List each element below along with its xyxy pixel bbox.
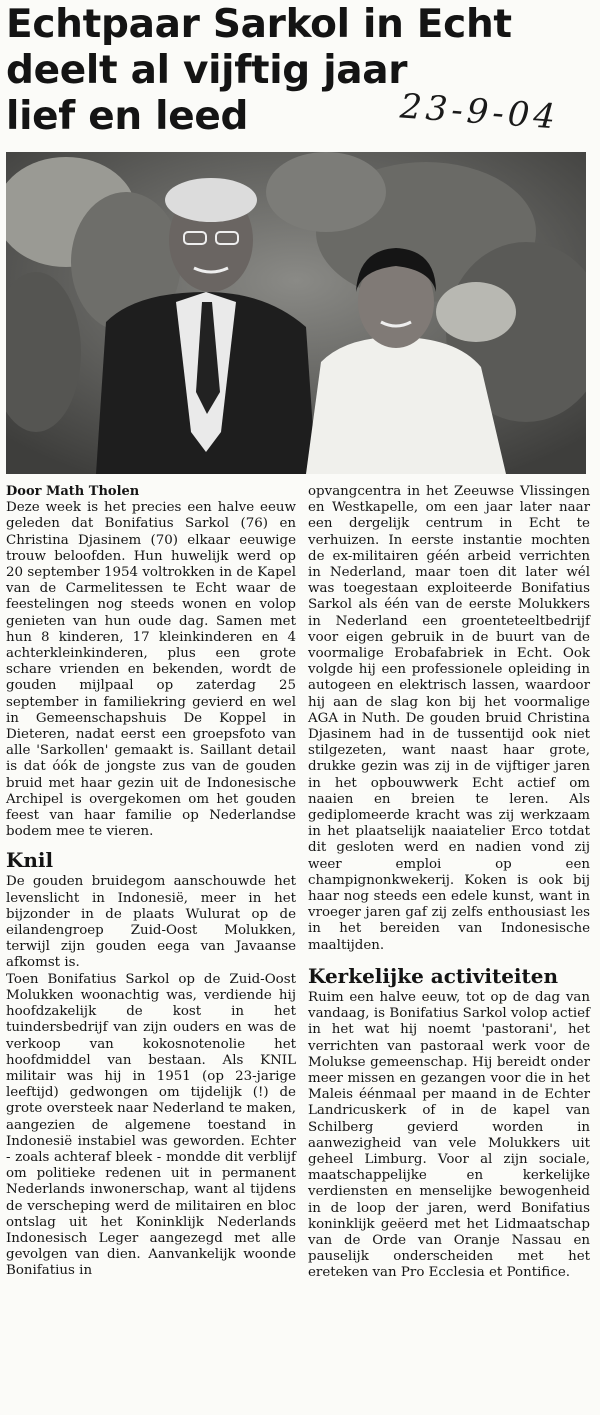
byline: Door Math Tholen xyxy=(6,484,140,499)
intro-paragraph: Deze week is het precies een halve eeuw geleden dat Bonifatius Sarkol (76) en Christina Djasinem (70) elkaar eeuwige trouw beloofden. Hun huwelijk werd op 20 september 1954 voltrokken in de Kapel van de Carmelitessen te Echt waar de feestelingen nog steeds wonen en volop genieten van hun oude dag. Samen met hun 8 kinderen, 17 kleinkinderen en 4 achterkleinkinderen, plus een grote schare vrienden en bekenden, wordt de gouden mijlpaal op zaterdag 25 september in familiekring gevierd en wel in Gemeenschapshuis De Koppel in Dieteren, nadat eerst een groepsfoto van alle 'Sarkollen' gemaakt is. Saillant detail is dat óók de jongste zus van de gouden bruid met haar gezin uit de Indonesische Archipel is overgekomen om het gouden feest van haar familie op Nederlandse bodem mee te vieren. xyxy=(6,500,296,840)
couple-photo xyxy=(6,152,586,474)
section-heading-kerkelijke-activiteiten: Kerkelijke activiteiten xyxy=(308,963,559,988)
kerk-paragraph: Ruim een halve eeuw, tot op de dag van vandaag, is Bonifatius Sarkol volop actief in het wat hij noemt 'pastorani', het verrichten van pastoraal werk voor de Molukse gemeenschap. Hij bereidt onder meer missen en gezangen voor die in het Maleis éénmaal per maand in de Echter Landricuskerk of in de kapel van Schilberg gevierd worden in aanwezigheid van vele Molukkers uit geheel Limburg. Voor al zijn sociale, maatschappelijke en kerkelijke verdiensten en menselijke bewogenheid in de loop der jaren, werd Bonifatius koninklijk geëerd met het Lidmaatschap van de Orde van Oranje Nassau en pauselijk onderscheiden met het ereteken van Pro Ecclesia et Pontifice. xyxy=(308,989,590,1281)
article-column-left xyxy=(6,484,296,1280)
couple-photo-image xyxy=(6,152,586,474)
knil-paragraph-2: Toen Bonifatius Sarkol op de Zuid-Oost Molukken woonachtig was, verdiende hij hoofdzakelijk de kost in het tuindersbedrijf van zijn ouders en was de verkoop van kokosnotenolie het hoofdmiddel van bestaan. Als KNIL militair was hij in 1951 (op 23-jarige leeftijd) gedwongen om tijdelijk (!) de grote oversteek naar Nederland te maken, aangezien de algemene toestand in Indonesië instabiel was geworden. Echter - zoals achteraf bleek - mondde dit verblijf om politieke redenen uit in permanent Nederlands inwonerschap, want al tijdens de verscheping werd de militairen en bloc ontslag uit het Koninklijk Nederlands Indonesisch Leger aangezegd met alle gevolgen van dien. Aanvankelijk woonde Bonifatius in xyxy=(6,971,296,1279)
knil-paragraph-2-continued: opvangcentra in het Zeeuwse Vlissingen en Westkapelle, om een jaar later naar een dergelijk centrum in Echt te verhuizen. In eerste instantie mochten de ex-militairen géén arbeid verrichten in Nederland, maar toen dit later wél was toegestaan exploiteerde Bonifatius Sarkol als één van de eerste Molukkers in Nederland een groenteteeltbedrijf voor eigen gebruik in de buurt van de voormalige Erobafabriek in Echt. Ook volgde hij een professionele opleiding in autogeen en elektrisch lassen, waardoor hij aan de slag kon bij het voormalige AGA in Nuth. De gouden bruid Christina Djasinem had in de tussentijd ook niet stilgezeten, want naast haar grote, drukke gezin was zij in de vijftiger jaren in het opbouwwerk Echt actief om naaien en breien te leren. Als gediplomeerde kracht was zij werkzaam in het plaatselijk naaiatelier Erco totdat dit gesloten werd en nadien vond zij weer emploi op een champignonkwekerij. Koken is ook bij haar nog steeds een edele kunst, want in vroeger jaren gaf zij zelfs enthousiast les in het bereiden van Indonesische maaltijden. xyxy=(308,484,590,953)
knil-paragraph-1: De gouden bruidegom aanschouwde het levenslicht in Indonesië, meer in het bijzonder in de plaats Wulurat op de eilandengroep Zuid-Oost Molukken, terwijl zijn gouden eega van Javaanse afkomst is. xyxy=(6,874,296,971)
headline-line-1: Echtpaar Sarkol in Echt xyxy=(6,2,512,47)
headline-line-3: lief en leed xyxy=(6,94,249,139)
section-heading-knil: Knil xyxy=(6,848,54,873)
article-column-right xyxy=(308,484,590,1282)
handwritten-date: 23-9-04 xyxy=(398,86,561,138)
headline-line-2: deelt al vijftig jaar xyxy=(6,48,408,93)
